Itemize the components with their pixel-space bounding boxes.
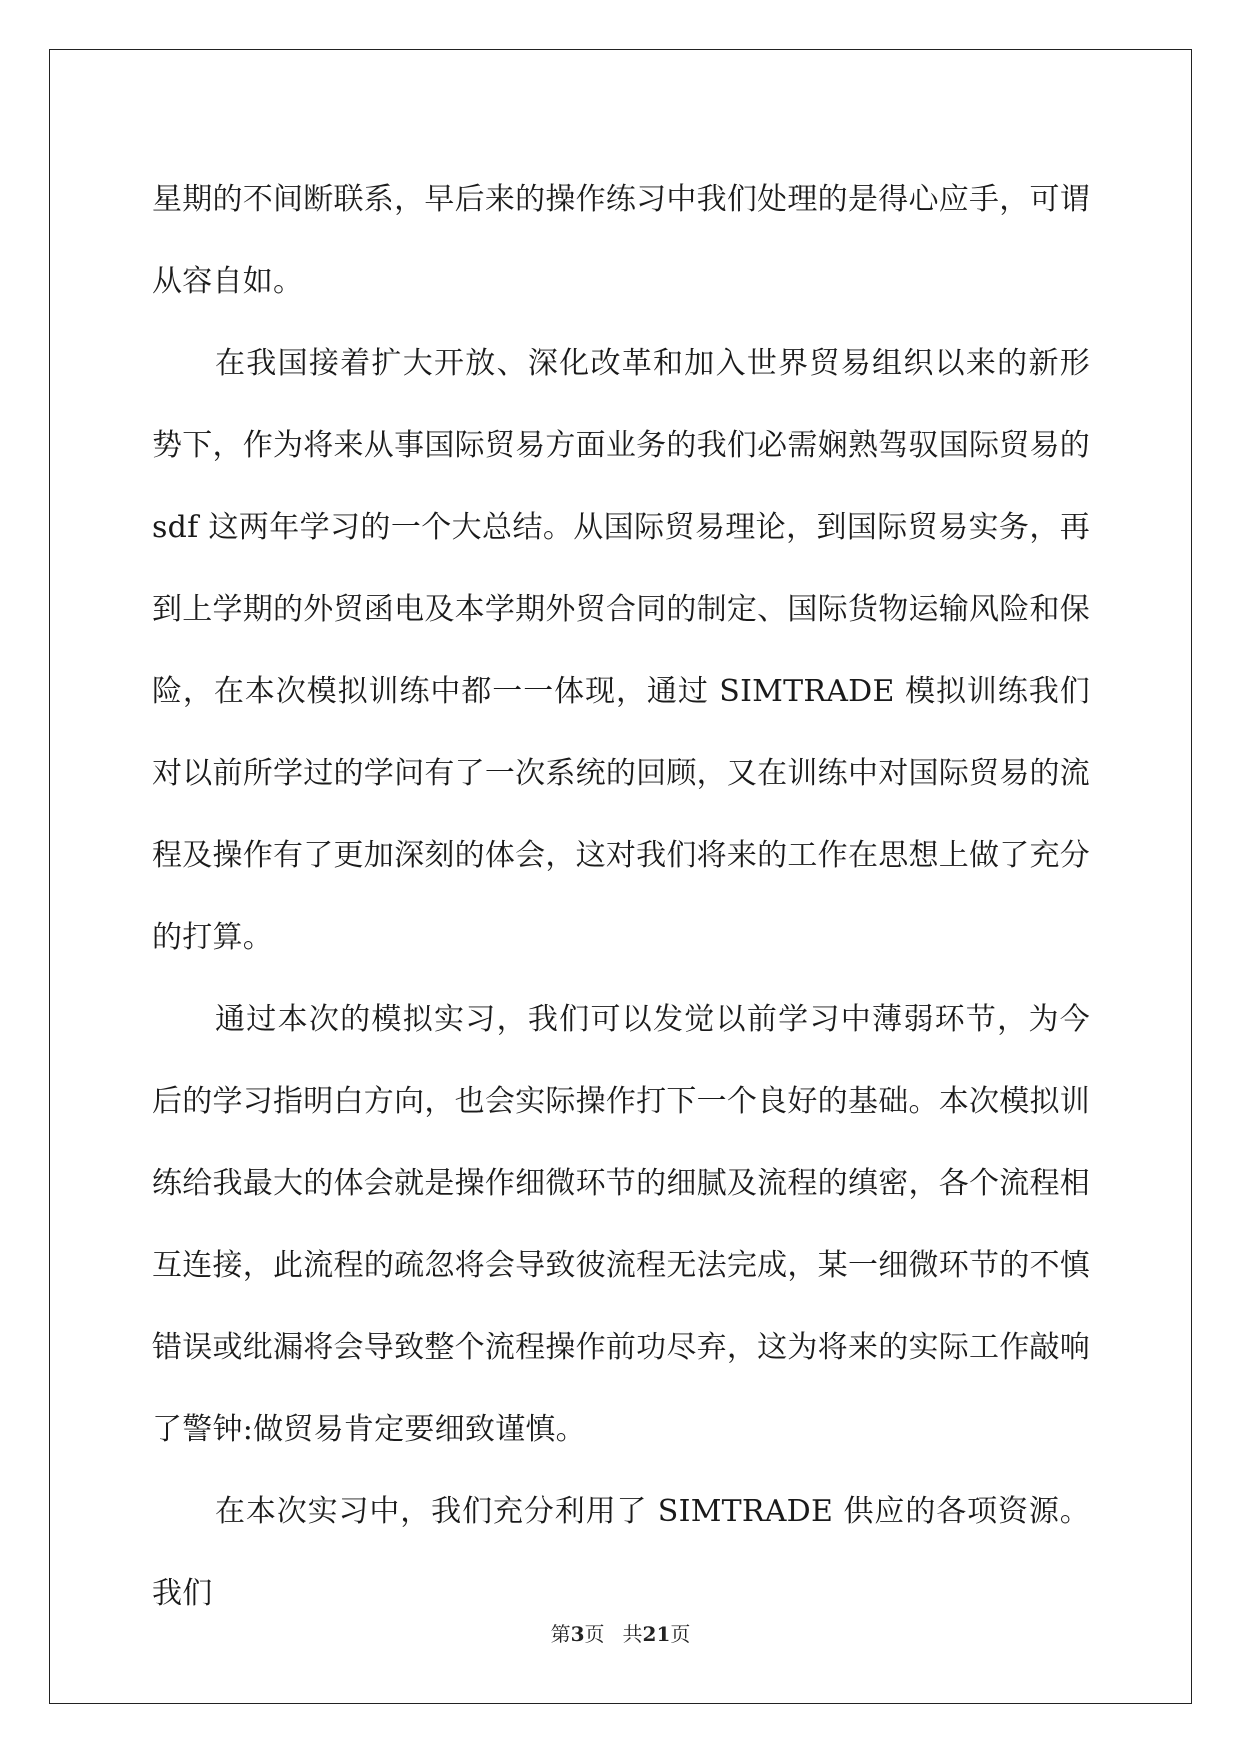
page-footer — [0, 1622, 1241, 1646]
total-pages: 21 — [642, 1622, 671, 1646]
paragraph-4: 在本次实习中，我们充分利用了 SIMTRADE 供应的各项资源。我们 — [152, 1494, 1090, 1611]
page-number: 3 — [570, 1622, 585, 1646]
page-suffix: 页 — [584, 1622, 605, 1646]
page-prefix: 第 — [550, 1622, 571, 1646]
paragraph-1: 星期的不间断联系，早后来的操作练习中我们处理的是得心应手，可谓从容自如。 — [152, 182, 1090, 299]
total-suffix: 页 — [670, 1622, 691, 1646]
paragraph-2: 在我国接着扩大开放、深化改革和加入世界贸易组织以来的新形势下，作为将来从事国际贸易方面业务的我们必需娴熟驾驭国际贸易的 sdf 这两年学习的一个大总结。从国际贸易理论，到国际贸易实务，再到上学期的外贸函电及本学期外贸合同的制定、国际货物运输风险和保险，在本次模拟训练中都一一体现，通过 SIMTRADE 模拟训练我们对以前所学过的学问有了一次系统的回顾，又在训练中对国际贸易的流程及操作有了更加深刻的体会，这对我们将来的工作在思想上做了充分的打算。 — [152, 346, 1090, 955]
paragraph-3: 通过本次的模拟实习，我们可以发觉以前学习中薄弱环节，为今后的学习指明白方向，也会实际操作打下一个良好的基础。本次模拟训练给我最大的体会就是操作细微环节的细腻及流程的缜密，各个流程相互连接，此流程的疏忽将会导致彼流程无法完成，某一细微环节的不慎错误或纰漏将会导致整个流程操作前功尽弃，这为将来的实际工作敲响了警钟:做贸易肯定要细致谨慎。 — [152, 1002, 1090, 1447]
total-prefix: 共 — [622, 1622, 643, 1646]
document-body — [152, 159, 1090, 1635]
